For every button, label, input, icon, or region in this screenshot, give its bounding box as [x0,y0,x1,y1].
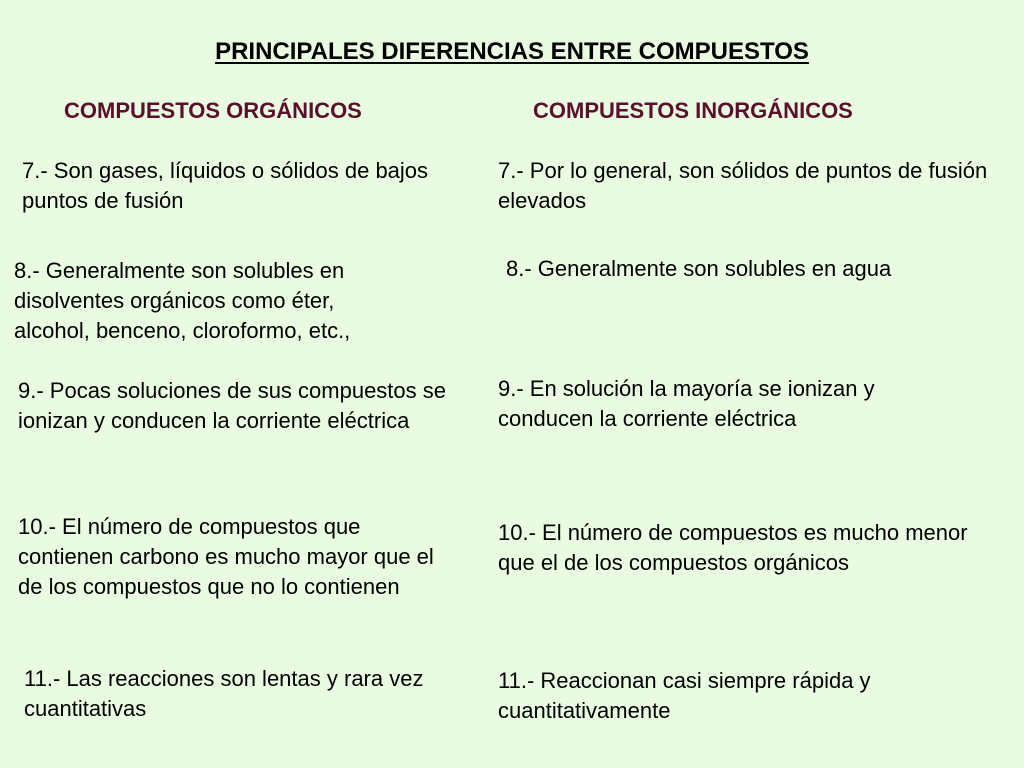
inorganic-item-10: 10.- El número de compuestos es mucho menor que el de los compuestos orgánicos [498,520,968,575]
inorganic-item-9: 9.- En solución la mayoría se ionizan y conducen la corriente eléctrica [498,376,875,431]
inorganic-item-8: 8.- Generalmente son solubles en agua [506,256,892,281]
inorganic-item-7: 7.- Por lo general, son sólidos de puntos de fusión elevados [498,158,988,213]
column-heading-inorganicos: COMPUESTOS INORGÁNICOS [533,98,853,123]
inorganic-item-11: 11.- Reaccionan casi siempre rápida y cuantitativamente [498,668,871,723]
organic-item-9: 9.- Pocas soluciones de sus compuestos se ionizan y conducen la corriente eléctrica [18,378,447,433]
column-heading-organicos: COMPUESTOS ORGÁNICOS [64,98,362,123]
organic-item-7: 7.- Son gases, líquidos o sólidos de bajos puntos de fusión [22,158,429,213]
organic-item-10: 10.- El número de compuestos que contienen carbono es mucho mayor que el de los compuestos que no lo contienen [18,514,434,599]
organic-item-11: 11.- Las reacciones son lentas y rara vez cuantitativas [24,666,424,721]
organic-item-8: 8.- Generalmente son solubles en disolventes orgánicos como éter, alcohol, benceno, cloroformo, etc., [14,258,351,343]
page-title: PRINCIPALES DIFERENCIAS ENTRE COMPUESTOS [215,38,809,65]
